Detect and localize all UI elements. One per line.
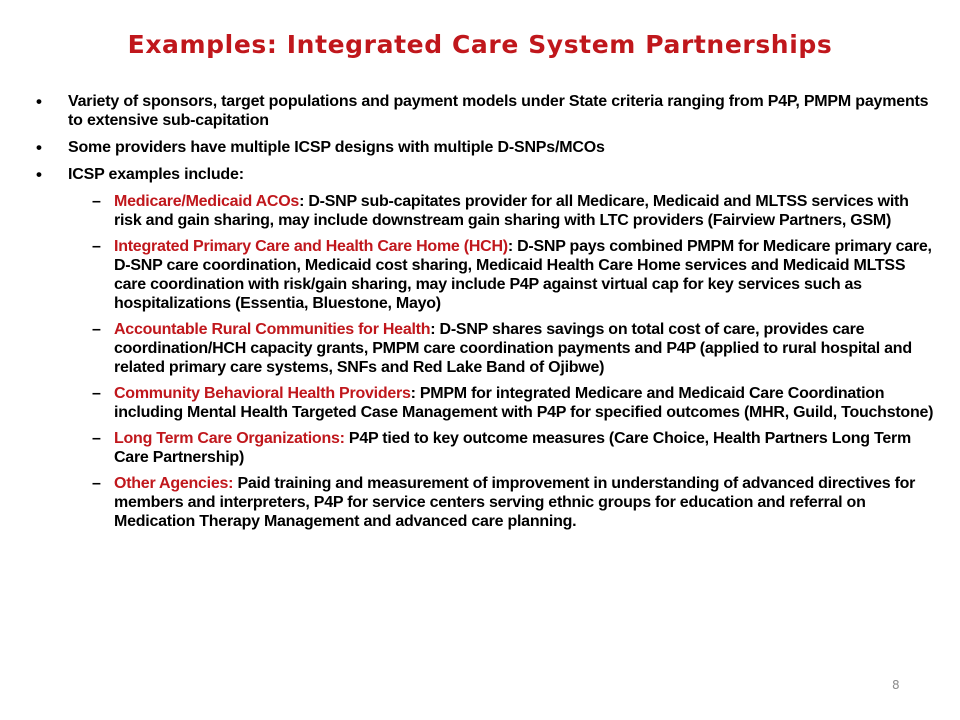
- example-text: [114, 384, 936, 422]
- bullet-marker: •: [36, 92, 42, 111]
- example-lead: Other Agencies:: [114, 475, 234, 492]
- bullet-item: [36, 92, 936, 130]
- example-body: : D-SNP shares savings on total cost of care, provides care coordination/HCH capacity grants, PMPM care coordination payments and P4P (applied to rural hospital and related primary care systems, SNFs and Red Lake Band of Ojibwe): [114, 321, 912, 376]
- bullet-marker: •: [36, 138, 42, 157]
- example-text: [114, 429, 936, 467]
- example-item: [92, 320, 936, 377]
- example-body: : PMPM for integrated Medicare and Medicaid Care Coordination including Mental Health Targeted Case Management with P4P for specified outcomes (MHR, Guild, Touchstone): [114, 385, 934, 421]
- example-text: [114, 320, 936, 377]
- example-lead: Medicare/Medicaid ACOs: [114, 193, 300, 210]
- bullet-text: Variety of sponsors, target populations and payment models under State criteria ranging from P4P, PMPM payments to extensive sub-capitation: [68, 93, 929, 129]
- dash-marker: –: [92, 475, 101, 492]
- example-lead: Integrated Primary Care and Health Care Home (HCH): [114, 238, 508, 255]
- dash-marker: –: [92, 193, 101, 210]
- example-lead: Accountable Rural Communities for Health: [114, 321, 431, 338]
- example-body: Paid training and measurement of improvement in understanding of advanced directives for members and interpreters, P4P for service centers serving ethnic groups for education and referral on Medication Therapy Management and advanced care planning.: [114, 475, 916, 530]
- dash-marker: –: [92, 385, 101, 402]
- example-text: [114, 192, 936, 230]
- example-item: [92, 429, 936, 467]
- bullet-text: Some providers have multiple ICSP designs with multiple D-SNPs/MCOs: [68, 139, 605, 156]
- example-item: [92, 474, 936, 531]
- icsp-examples-list: [92, 192, 936, 531]
- example-body: P4P tied to key outcome measures (Care Choice, Health Partners Long Term Care Partnership): [114, 430, 911, 466]
- bullet-text: ICSP examples include:: [68, 166, 244, 183]
- page-number: 8: [892, 678, 900, 692]
- slide-title: Examples: Integrated Care System Partnerships: [127, 30, 833, 59]
- example-item: [92, 192, 936, 230]
- bullet-item: [36, 165, 936, 184]
- example-item: [92, 237, 936, 313]
- example-body: : D-SNP pays combined PMPM for Medicare primary care, D-SNP care coordination, Medicaid cost sharing, Medicaid Health Care Home services and Medicaid MLTSS care coordination with risk/gain sharing, may include P4P against virtual cap for key services such as hospitalizations (Essentia, Bluestone, Mayo): [114, 238, 932, 312]
- example-text: [114, 474, 936, 531]
- bullet-marker: •: [36, 165, 42, 184]
- bullet-item: [36, 138, 936, 157]
- dash-marker: –: [92, 238, 101, 255]
- example-text: [114, 237, 936, 313]
- example-body: : D-SNP sub-capitates provider for all Medicare, Medicaid and MLTSS services with risk and gain sharing, may include downstream gain sharing with LTC providers (Fairview Partners, GSM): [114, 193, 909, 229]
- example-item: [92, 384, 936, 422]
- slide-content: [36, 92, 936, 538]
- dash-marker: –: [92, 321, 101, 338]
- example-lead: Community Behavioral Health Providers: [114, 385, 411, 402]
- dash-marker: –: [92, 430, 101, 447]
- example-lead: Long Term Care Organizations:: [114, 430, 345, 447]
